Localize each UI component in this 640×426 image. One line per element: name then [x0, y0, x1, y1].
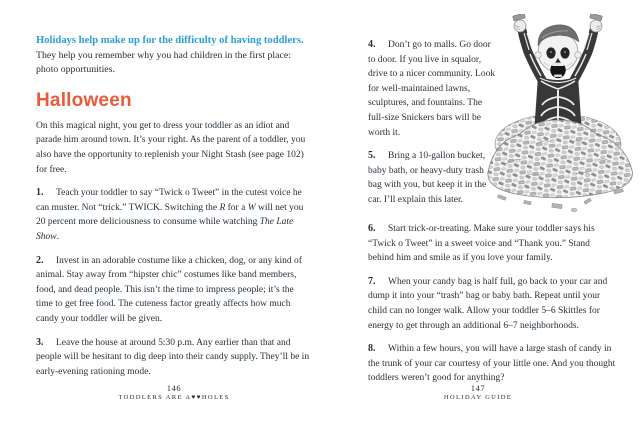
page-number-left: 146 [166, 383, 182, 393]
list-item-6 [368, 222, 618, 266]
item-text: will net you 20 percent more deliciousness to consume while watching [36, 202, 304, 228]
item-number: 3. [36, 336, 44, 348]
chapter-heading: Halloween [36, 89, 132, 111]
item-number: 5. [368, 150, 376, 162]
intro-paragraph [36, 33, 312, 78]
text-column-beside-illustration [368, 38, 498, 222]
item-number: 6. [368, 223, 376, 234]
toddler-skeleton-candy-illustration [486, 14, 640, 218]
item-number: 7. [368, 275, 376, 287]
item-number: 8. [368, 343, 376, 355]
page-left [36, 33, 312, 388]
item-text-italic: W [247, 202, 256, 213]
list-item-8 [368, 342, 618, 386]
item-text: . [56, 231, 59, 242]
running-title-left: TODDLERS ARE A♥♥HOLES [118, 394, 230, 401]
item-number: 1. [36, 187, 44, 199]
running-title-right: HOLIDAY GUIDE [443, 394, 513, 401]
item-number: 4. [368, 39, 376, 50]
item-text-italic: The Late Show [36, 217, 294, 242]
footer-right [368, 383, 588, 401]
intro-rest-sentence: They help you remember why you had children in the first place: photo opportunities. [36, 49, 291, 76]
intro-lead-sentence: Holidays help make up for the difficulty of having toddlers. [36, 35, 304, 46]
item-text: Invest in an adorable costume like a chicken, dog, or any kind of animal. Stay away from “hipster chic” costumes like band members, food, and dead people. This isn’t the time to impress people; it’s the time to get free food. The cuteness factor greatly affects how much candy your toddler will be given. [36, 255, 302, 324]
item-text: for a [225, 202, 248, 213]
page-number-right: 147 [470, 383, 486, 393]
list-item-1 [36, 186, 312, 244]
item-text: Leave the house at around 5:30 p.m. Any earlier than that and people will be hesitant to dig deep into their candy supply. They’ll be in early-evening rationing mode. [36, 337, 310, 377]
footer-left [36, 383, 312, 401]
item-text: Within a few hours, you will have a large stash of candy in the trunk of your car courtesy of your little one. And you thought toddlers weren’t good for anything? [368, 344, 616, 384]
list-item-3 [36, 336, 312, 380]
item-text: Teach your toddler to say “Twick o Tweet” in the cutest voice he can muster. Not “trick.” TWICK. Switching the [36, 188, 302, 213]
chapter-intro-paragraph: On this magical night, you get to dress your toddler as an idiot and parade him around town. It’s your right. As the parent of a toddler, you also have the opportunity to replenish your Night Stash (see page 102) for free. [36, 120, 306, 175]
item-text: When your candy bag is half full, go back to your car and dump it into your “trash” bag or baby bath. Repeat until your child can no longer walk. Allow your toddler 5–6 Skittles for energy to get through an additional 6–7 neighborhoods. [368, 276, 608, 331]
list-item-2 [36, 254, 312, 327]
list-item-4 [368, 38, 498, 140]
list-item-7 [368, 275, 618, 333]
item-text: Start trick-or-treating. Make sure your toddler says his “Twick o Tweet” in a sweet voice and “Thank you.” Stand behind him and smile as if you love your family. [368, 224, 595, 264]
item-text: Don’t go to malls. Go door to door. If you live in squalor, drive to a nicer community. Look for well-maintained lawns, sculptures, and fountains. The full-size Snickers bars will be worth it. [368, 40, 496, 138]
item-text-italic: R [219, 202, 226, 213]
illustration-svg [486, 14, 640, 218]
item-number: 2. [36, 254, 44, 266]
list-item-5 [368, 149, 498, 207]
item-text: Bring a 10-gallon bucket, baby bath, or heavy-duty trash bag with you, but keep it in the car. I’ll explain this later. [368, 151, 487, 205]
